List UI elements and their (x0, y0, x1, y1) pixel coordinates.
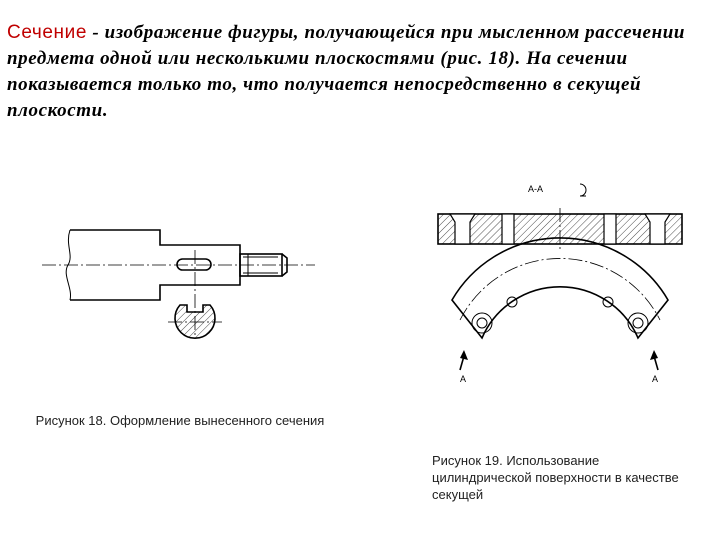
term-section: Сечение (7, 22, 87, 43)
cutting-arc-line (460, 258, 660, 320)
arrowhead-left-icon (460, 350, 468, 360)
arrow-label-left: А (460, 374, 467, 384)
figure-18-caption: Рисунок 18. Оформление вынесенного сечения (35, 413, 325, 428)
arc-holes (472, 297, 648, 333)
arrowhead-right-icon (650, 350, 658, 360)
hole-left (502, 214, 514, 244)
section-label: А-А (528, 184, 544, 194)
arrow-label-right: А (652, 374, 659, 384)
intro-text: - изображение фигуры, получающейся при мысленном рассечении предмета одной или несколькими плоскостями (рис. 18). На сечении показывается только то, что получается непосредственно в секущей плоскости. (7, 22, 686, 121)
unfolded-sign-icon (580, 184, 586, 196)
figure-18-drawing (40, 210, 320, 350)
hole-right (604, 214, 616, 244)
figure-19-caption: Рисунок 19. Использование цилиндрической поверхности в качестве секущей (432, 453, 679, 502)
keyway-slot (177, 259, 211, 270)
figure-19-drawing (430, 178, 690, 388)
intro-paragraph (7, 20, 712, 124)
